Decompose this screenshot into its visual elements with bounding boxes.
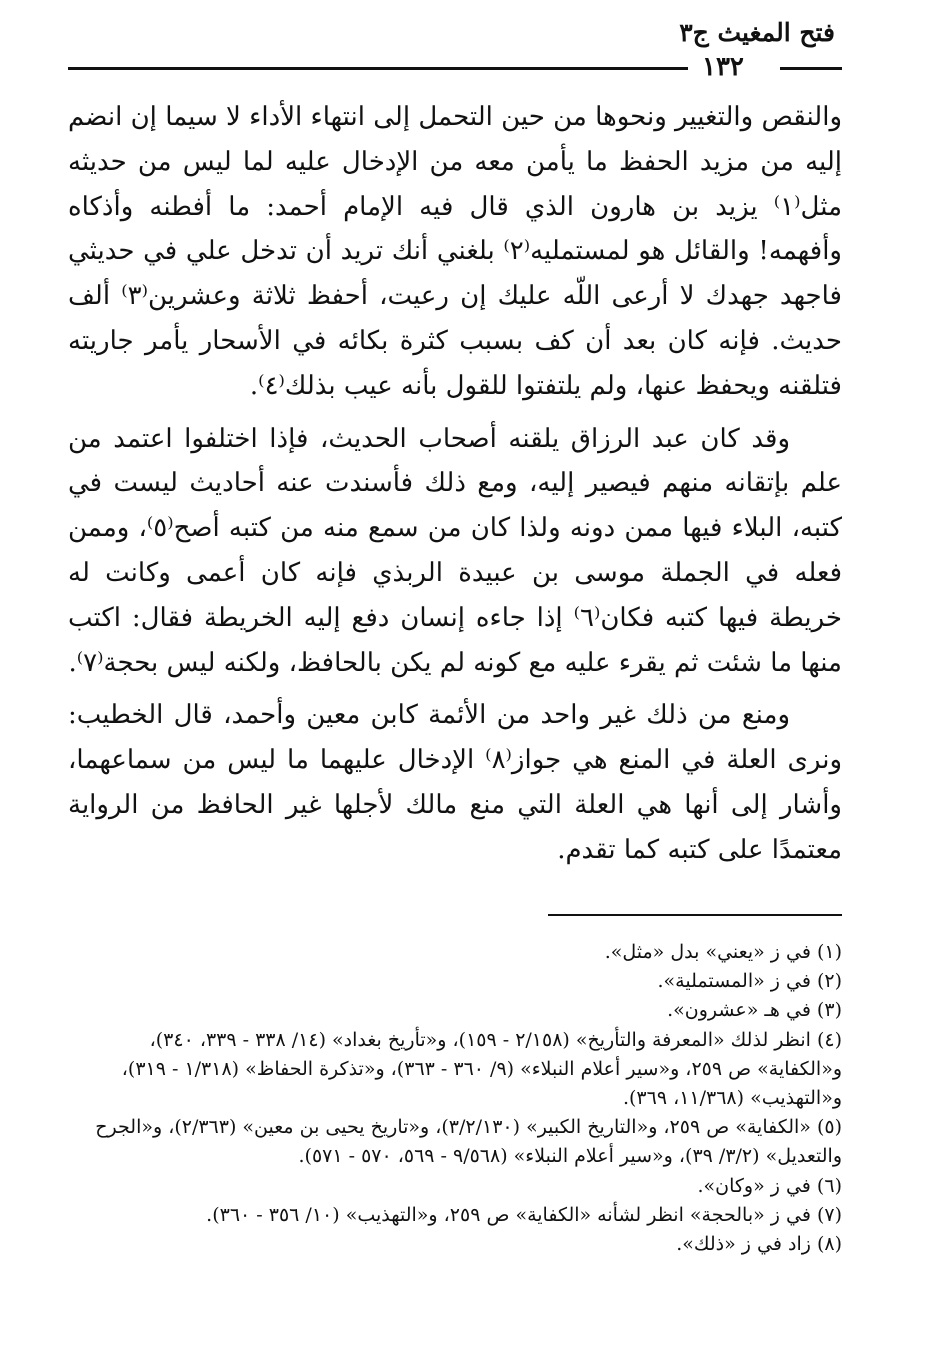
paragraph-3: ومنع من ذلك غير واحد من الأئمة كابن معين وأحمد، قال الخطيب: ونرى العلة في المنع هي جواز⁽٨⁾ الإدخال عليهما ما ليس من سماعهما، وأشار إلى أنها هي العلة التي منع مالك لأجلها غير الحافظ من الرواية معتمدًا على كتبه كما تقدم. <box>68 700 842 865</box>
footnote-7: (٧) في ز «بالحجة» انظر لشأنه «الكفاية» ص ٢٥٩، و«التهذيب» (١٠/ ٣٥٦ - ٣٦٠). <box>206 1203 842 1226</box>
footnotes <box>68 938 842 1259</box>
main-text <box>68 95 842 873</box>
header-rule-right <box>780 67 842 70</box>
footnote-3: (٣) في هـ «عشرون». <box>667 999 842 1022</box>
page-number: ١٣٢ <box>702 52 744 82</box>
footnote-8: (٨) زاد في ز «ذلك». <box>676 1233 842 1256</box>
paragraph-2: وقد كان عبد الرزاق يلقنه أصحاب الحديث، فإذا اختلفوا اعتمد من علم بإتقانه منهم فيصير إليه، ومع ذلك فأسندت عنه أحاديث ليست في كتبه، البلاء فيها ممن دونه ولذا كان من سمع منه من كتبه أصح⁽٥⁾، وممن فعله في الجملة موسى بن عبيدة الربذي فإنه كان أعمى وكانت له خريطة فيها كتبه فكان⁽٦⁾ إذا جاءه إنسان دفع إليه الخريطة فقال: اكتب منها ما شئت ثم يقرء عليه مع كونه لم يكن بالحافظ، ولكنه ليس بحجة⁽٧⁾. <box>68 423 842 678</box>
footnote-4: (٤) انظر لذلك «المعرفة والتأريخ» (٢/١٥٨ - ١٥٩)، و«تأريخ بغداد» (١٤/ ٣٣٨ - ٣٣٩، ٣٤٠)، و«الكفاية» ص ٢٥٩، و«سير أعلام النبلاء» (٩/ ٣٦٠ - ٣٦٣)، و«تذكرة الحفاظ» (١/٣١٨ - ٣١٩)، و«التهذيب» (١١/٣٦٨، ٣٦٩). <box>121 1028 842 1110</box>
running-title: فتح المغيث ج٣ <box>679 18 835 47</box>
footnote-6: (٦) في ز «وكان». <box>697 1174 842 1197</box>
header-rule-left <box>68 67 688 70</box>
footnote-1: (١) في ز «يعني» بدل «مثل». <box>604 941 842 963</box>
paragraph-1: والنقص والتغيير ونحوها من حين التحمل إلى انتهاء الأداء لا سيما إن انضم إليه من مزيد الحفظ ما يأمن معه من الإدخال عليه لما ليس من حديثه مثل⁽١⁾ يزيد بن هارون الذي قال فيه الإمام أحمد: ما أفطنه وأذكاه وأفهمه! والقائل هو لمستمليه⁽٢⁾ بلغني أنك تريد أن تدخل علي في حديثي فاجهد جهدك لا أرعى اللّه عليك إن رعيت، أحفظ ثلاثة وعشرين⁽٣⁾ ألف حديث. فإنه كان بعد أن كف بسبب كثرة بكائه في الأسحار يأمر جاريته فتلقنه ويحفظ عنها، ولم يلتفتوا للقول بأنه عيب بذلك⁽٤⁾. <box>68 102 842 401</box>
footnote-2: (٢) في ز «المستملية». <box>657 970 842 993</box>
footnote-separator <box>548 914 842 916</box>
footnote-5: (٥) «الكفاية» ص ٢٥٩، و«التاريخ الكبير» (٣/٢/١٣٠)، و«تاريخ يحيى بن معين» (٢/٣٦٣)، و«الجرح والتعديل» (٣/٢/ ٣٩)، و«سير أعلام النبلاء» (٩/٥٦٨ - ٥٦٩، ٥٧٠ - ٥٧١). <box>95 1116 842 1168</box>
